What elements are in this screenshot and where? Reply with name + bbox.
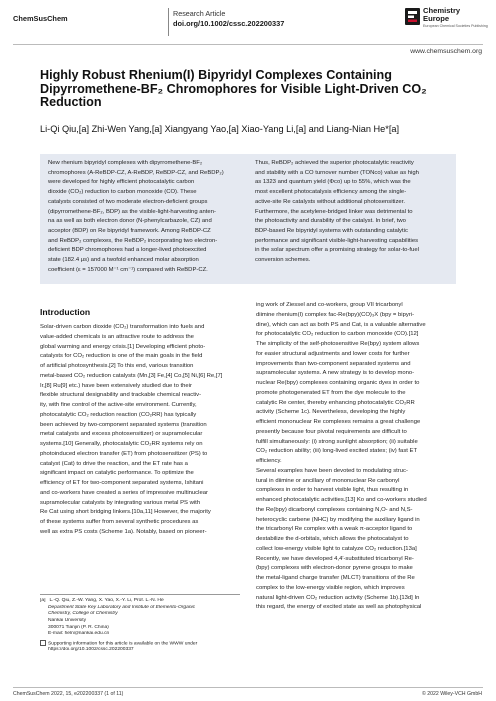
abstract-text-line: in the solar spectrum offer a promising strategy for solar-to-fuel (255, 247, 419, 254)
body-text-line: the Re(bpy) dicarbonyl complexes containing N,O- and N,S- (256, 506, 413, 513)
body-text-line: ing work of Ziessel and co-workers, group VII tricarbonyl (256, 302, 403, 308)
body-text-line: dine), which can act as both PS and Cat, is a valuable alternative (256, 321, 426, 328)
body-left-column (40, 323, 240, 538)
abstract-text-line: and stability with a CO turnover number (TONᴄᴏ) value as high (255, 169, 419, 176)
abstract-text-line: as 1323 and quantum yield (Φᴄᴏ) up to 55%, which was the (255, 179, 411, 186)
body-text-line: heterocyclic carbene (NHC) by modifying the auxiliary ligand in (256, 516, 420, 523)
abstract-text-line: catalysts consisted of two moderate electron-deficient groups (48, 198, 208, 205)
abstract-text-line: performance and significant visible-light-harvesting capabilities (255, 237, 419, 244)
abstract-text-line: were developed for highly efficient photocatalytic carbon (48, 179, 195, 186)
supporting-info-link[interactable]: https://doi.org/10.1002/cssc.202200337 (48, 646, 134, 652)
body-text-line: CO₂ reduction ability; (iii) long-lived excited states; (iv) fast ET (256, 448, 418, 455)
publisher-name-line2: Europe (423, 14, 450, 23)
body-text-line: Solar-driven carbon dioxide (CO₂) transformation into fuels and (40, 324, 205, 330)
body-text-line: efficiency of ET for two-component separated systems, Ishitani (40, 480, 204, 486)
body-text-line: catalyst (Cat) to drive the reaction, and the ET rate has a (40, 460, 188, 467)
body-text-line: this regard, the energy of excited state as well as photophysical (256, 604, 422, 611)
body-text-line: enhanced photocatalytic activities.[13] Ko and co-workers studied (256, 497, 427, 503)
header-divider (168, 8, 169, 36)
body-text-line: metal catalysts and excess photosensitizer) or supramolecular (40, 431, 203, 438)
footnote-label: [a] (40, 598, 46, 603)
body-text-line: natural light-driven CO₂ reduction activity (Scheme 1b).[13d] In (256, 594, 420, 601)
footnote-line: Nankai University (48, 618, 87, 624)
abstract-text-line: chromophores (A-ReBDP-CZ, A-ReBDP, ReBDP-CZ, and ReBDP₂) (48, 169, 224, 176)
body-text-line: of artificial photosynthesis.[2] To this end, various transition (40, 363, 194, 369)
body-text-line: ity, with fine control of the active-site environment. Currently, (40, 402, 197, 408)
body-text-line: destabilize the d-orbitals, which allows the photocatalyst to (256, 536, 409, 542)
body-text-line: promote photogenerated ET from the dye molecule to the (256, 389, 406, 396)
abstract-text-line: and ReBDP₂ complexes, the ReBDP₂ incorporating two electron- (48, 237, 218, 244)
body-text-line: nuclear Re(bpy) complexes containing organic dyes in order to (256, 380, 420, 386)
abstract-text-line: coefficient (ε = 157000 M⁻¹ cm⁻¹) compared with ReBDP-CZ. (48, 266, 208, 273)
abstract-text-line: acceptor (BDP) on Re bipyridyl framework. Among ReBDP-CZ (48, 228, 211, 235)
body-text-line: complexes in order to harvest visible light, thus resulting in (256, 487, 409, 494)
article-title: Highly Robust Rhenium(I) Bipyridyl Complexes Containing Dipyrromethene-BF₂ Chromophores for Visible Light-Driven CO₂ Reduction (40, 68, 427, 110)
body-text-line: photoinduced electron transfer (ET) from photosensitizer (PS) to (40, 450, 208, 457)
supporting-info-note (40, 640, 240, 647)
body-text-line: improvements than two-component separated systems and (256, 360, 411, 367)
body-text-line: complex to the low-energy visible region, which improves (256, 584, 405, 591)
abstract-text-line: Thus, ReBDP₂ achieved the superior photocatalytic reactivity (255, 160, 414, 166)
footnote-line: E-mail: heln@nankai.edu.cn (48, 631, 110, 637)
footnote-line-text: L.-Q. Qiu, Z.-W. Yang, X. Yao, X.-Y. Li, Prof. L.-N. He (49, 598, 164, 603)
abstract-text-line: active-site Re catalysts without additional photosensitizer. (255, 198, 405, 205)
body-text-line: Recently, we have developed 4,4′-substituted tricarbonyl Re- (256, 555, 414, 562)
body-text-line: been achieved by two-component separated systems (transition (40, 421, 207, 428)
journal-website-link[interactable]: www.chemsuschem.org (410, 48, 482, 55)
abstract-text-line: Furthermore, the acetylene-bridged linker was detrimental to (255, 208, 413, 215)
abstract-text-line: state (182.4 μs) and a twofold enhanced molar absorption (48, 257, 199, 264)
body-text-line: metal-based CO₂ reduction catalysts (Mn,[3] Fe,[4] Co,[5] Ni,[6] Re,[7] (40, 372, 223, 379)
supporting-info-icon (40, 640, 46, 646)
abstract-text-line: most excellent photocatalysis efficiency among the single- (255, 189, 407, 196)
abstract-text-line: conversion schemes. (255, 257, 311, 264)
abstract-right-column (255, 159, 448, 266)
body-text-line: Several examples have been devoted to modulating struc- (256, 467, 408, 474)
footnote-line: 300071 Tianjin (P. R. China) (48, 624, 109, 630)
author-list: Li-Qi Qiu,[a] Zhi-Wen Yang,[a] Xiangyang Yao,[a] Xiao-Yang Li,[a] and Liang-Nian He*[a] (40, 124, 400, 134)
body-text-line: well as extra PS costs (Scheme 1a). Notably, based on pioneer- (40, 528, 207, 535)
footnote-line: Department State Key Laboratory and Institute of Elemento-Organic (48, 604, 196, 610)
body-text-line: global warming and energy crisis.[1] Developing efficient photo- (40, 343, 206, 350)
body-text-line: flexible structural designability and trackable chemical reactiv- (40, 392, 202, 399)
article-type: Research Article (173, 9, 226, 18)
publisher-name-line1: Chemistry (423, 6, 461, 15)
body-text-line: presently because four pivotal requirements are difficult to (256, 428, 407, 435)
abstract-text-line: dioxide (CO₂) reduction to carbon monoxide (CO). These (48, 189, 197, 196)
body-text-line: and co-workers have created a series of impressive multinuclear (40, 489, 208, 496)
abstract-text-line: the photoactivity and durability of the catalyst. In brief, two (255, 218, 406, 225)
body-text-line: The simplicity of the self-photosensitive Re(bpy) system allows (256, 341, 420, 347)
abstract-text-line: deficient BDP chromophores had a longer-lived photoexcited (48, 247, 207, 254)
body-text-line: diimine rhenium(I) complex fac-Re(bpy)(CO)₃X (bpy = bipyri- (256, 311, 415, 318)
section-heading-introduction: Introduction (40, 307, 91, 317)
body-text-line: supramolecular systems. A new strategy is to develop mono- (256, 370, 415, 377)
body-text-line: Ir,[8] Ru[9] etc.) have been extensively studied due to their (40, 382, 192, 389)
abstract-text-line: (dipyrromethene-BF₂, BDP) as the visible-light-harvesting anten- (48, 208, 216, 215)
publisher-tagline: European Chemical Societies Publishing (423, 24, 488, 28)
body-text-line: collect low-energy visible light to catalyze CO₂ reduction.[13a] (256, 545, 417, 552)
body-text-line: photocatalytic CO₂ reduction reaction (CO₂RR) has typically (40, 411, 197, 418)
body-right-column (256, 301, 456, 613)
abstract-text-line: BDP-based Re bipyridyl systems with outstanding catalytic (255, 228, 408, 235)
abstract-text-line: New rhenium bipyridyl complexes with dipyrromethene-BF₂ (48, 160, 203, 166)
footer-citation: ChemSusChem 2022, 15, e202200337 (1 of 11) (13, 691, 124, 697)
body-text-line: (bpy) complexes with electron-donor pyrene groups to make (256, 565, 413, 572)
abstract-text-line: na as well as both electron donor (N-phenylcarbazole, CZ) and (48, 218, 212, 225)
doi-link[interactable]: doi.org/10.1002/cssc.202200337 (173, 19, 285, 28)
abstract-box (40, 154, 456, 284)
body-text-line: the metal-ligand charge transfer (MLCT) transitions of the Re (256, 575, 415, 581)
body-text-line: Re Cat using short bridging linkers.[10a,11] However, the majority (40, 509, 211, 516)
body-text-line: systems.[10] Generally, photocatalytic CO₂RR systems rely on (40, 441, 203, 447)
body-text-line: of these systems suffer from several synthetic procedures as (40, 519, 199, 525)
body-text-line: for easier structural adjustments and lower costs for further (256, 350, 410, 357)
body-text-line: fulfill simultaneously: (i) strong sunlight absorption; (ii) suitable (256, 438, 418, 445)
abstract-left-column (48, 159, 241, 276)
publisher-logo (405, 6, 489, 42)
supporting-info-text: Supporting information for this article is available on the WWW under (48, 641, 198, 647)
body-text-line: catalysts for CO₂ reduction is one of the main goals in the field (40, 353, 203, 360)
body-text-line: supramolecular catalysts by integrating various metal PS with (40, 499, 201, 506)
header-rule (13, 44, 483, 45)
body-text-line: for photocatalytic CO₂ reduction to carbon monoxide (CO).[12] (256, 331, 419, 338)
journal-name: ChemSusChem (13, 14, 68, 23)
footer-copyright: © 2022 Wiley-VCH GmbH (421, 691, 482, 697)
footer-rule (13, 687, 483, 688)
body-text-line: value-added chemicals is an attractive route to address the (40, 333, 194, 340)
footnote-rule (40, 594, 240, 595)
body-text-line: significant impact on catalytic performance. To optimize the (40, 470, 194, 477)
body-text-line: efficiency. (256, 458, 282, 464)
footnote-line (40, 598, 240, 605)
affiliation-footnote (40, 598, 240, 654)
footnote-line: Chemistry, College of Chemistry (48, 611, 118, 617)
body-text-line: activity (Scheme 1c). Nevertheless, developing the highly (256, 409, 406, 416)
body-text-line: catalytic Re center, thereby enhancing photocatalytic CO₂RR (256, 399, 415, 406)
chemistry-europe-logo-icon (405, 8, 420, 25)
body-text-line: the tricarbonyl Re complex with a weak π-acceptor ligand to (256, 526, 413, 533)
body-text-line: tural in diimine or ancillary of mononuclear Re carbonyl (256, 477, 400, 484)
body-text-line: efficient mononuclear Re complexes remains a great challenge (256, 419, 421, 425)
